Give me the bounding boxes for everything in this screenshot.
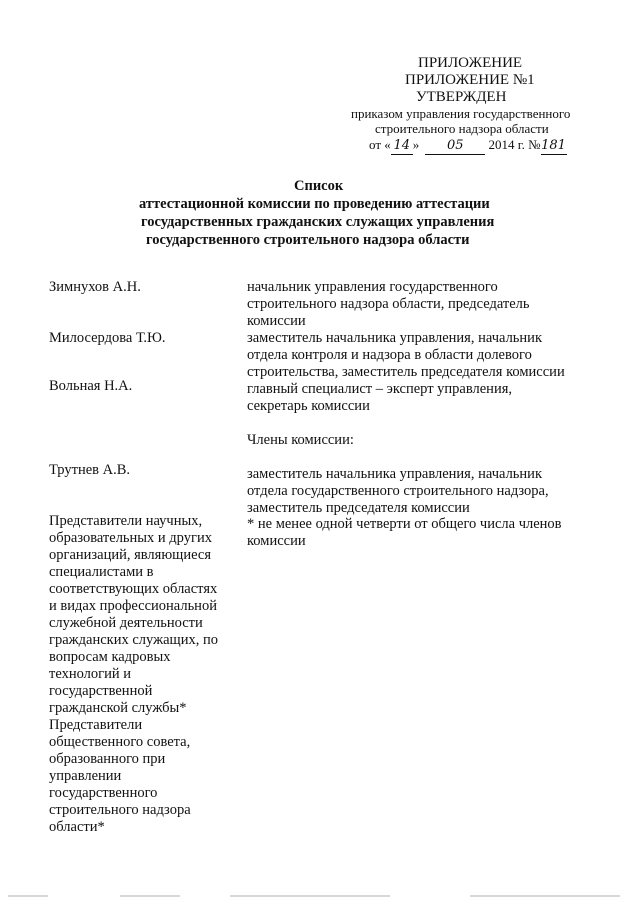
title-line4: государственного строительного надзора области [146,232,470,248]
title-line3: государственных гражданских служащих управления [141,214,495,230]
representatives-group2: Представители общественного совета, образованного при управлении государственного строительного надзора области* [49,717,191,835]
representatives-note: * не менее одной четверти от общего числа членов комиссии [247,516,562,549]
member-role-secretary: главный специалист – эксперт управления, секретарь комиссии [247,381,512,414]
header-order-line2: строительного надзора области [375,121,549,136]
date-prefix: от « [369,137,391,152]
member-name-secretary: Вольная Н.А. [49,378,133,394]
date-number: 181 [541,138,566,153]
scan-artifact [8,895,48,897]
header-order-date [369,137,567,155]
date-month: 05 [425,138,485,155]
header-appendix-number: ПРИЛОЖЕНИЕ №1 [405,72,535,88]
member-name-deputy: Милосердова Т.Ю. [49,330,166,346]
member-name-chair: Зимнухов А.Н. [49,279,141,295]
representatives-group1: Представители научных, образовательных и других организаций, являющиеся специалистами в соответствующих областях и видах профессиональной служебной деятельности гражданских служащих, по вопросам кадровых технологий и государственной гражданской службы* [49,513,218,716]
title-list: Список [294,178,344,194]
date-mid: » [412,137,420,152]
member-role-chair: начальник управления государственного строительного надзора области, председатель комиссии [247,279,530,329]
header-approved: УТВЕРЖДЕН [416,89,507,105]
scan-artifact [230,895,390,897]
header-appendix: ПРИЛОЖЕНИЕ [418,55,523,71]
title-line2: аттестационной комиссии по проведению аттестации [139,196,490,212]
date-year: 2014 г. № [488,137,541,152]
scan-artifact [120,895,180,897]
member-name-trutnev: Трутнев А.В. [49,462,131,478]
member-role-trutnev: заместитель начальника управления, начальник отдела государственного строительного надзора, заместитель председателя комиссии [247,466,549,516]
member-role-deputy: заместитель начальника управления, начальник отдела контроля и надзора в области долевого строительства, заместитель председателя комиссии [247,330,565,380]
scan-artifact [470,895,620,897]
date-day: 14 [391,138,413,155]
header-order-line1: приказом управления государственного [351,106,571,121]
members-label: Члены комиссии: [247,432,354,448]
